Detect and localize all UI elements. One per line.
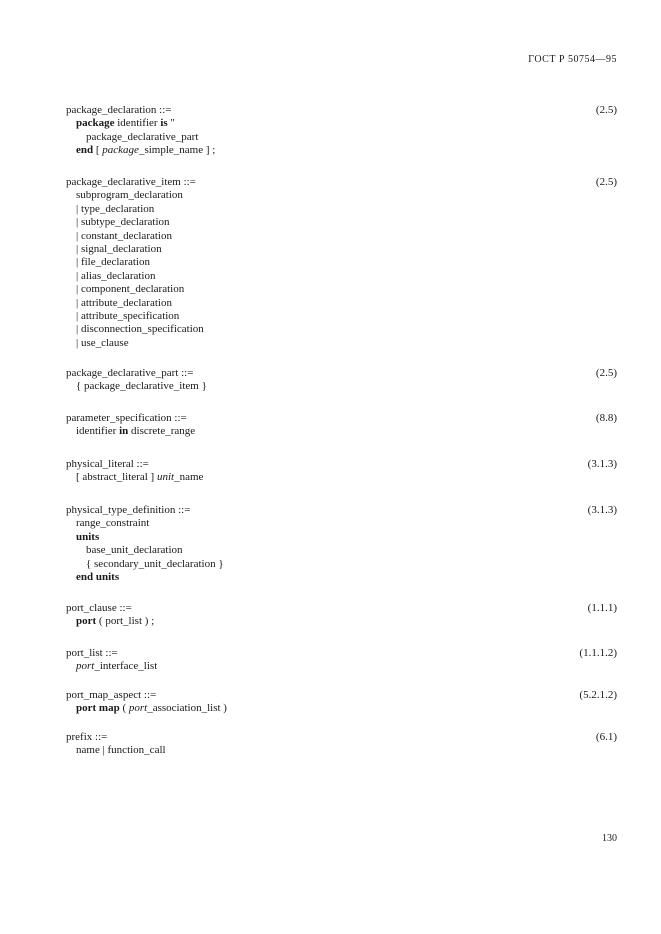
- italic-prefix: package: [102, 144, 139, 157]
- rule-head: physical_type_definition ::=: [66, 504, 191, 516]
- rule-alt: | alias_declaration: [76, 269, 156, 282]
- rule-line: package_declarative_part: [86, 130, 199, 143]
- rule-package-declaration: [66, 104, 626, 158]
- section-ref: (2.5): [595, 367, 617, 379]
- rule-alt: | subtype_declaration: [76, 216, 170, 229]
- rule-head: port_list ::=: [66, 647, 118, 659]
- rule-head: package_declarative_part ::=: [66, 367, 194, 379]
- rule-line: name | function_call: [76, 744, 166, 757]
- rule-line: [66, 471, 626, 484]
- rule-physical-literal: [66, 458, 626, 485]
- rule-port-list: [66, 647, 626, 674]
- rule-package-declarative-item: [66, 176, 626, 350]
- text: (: [119, 702, 129, 715]
- rule-alt: | type_declaration: [76, 202, 155, 215]
- rule-alt: | disconnection_specification: [76, 323, 204, 336]
- keyword: end units: [76, 570, 120, 583]
- rule-alt: | file_declaration: [76, 256, 150, 269]
- rule-alt: | use_clause: [76, 336, 129, 349]
- text: _simple_name ] ;: [138, 144, 216, 157]
- section-ref: (1.1.1): [587, 602, 617, 614]
- text: discrete_range: [128, 425, 196, 438]
- rule-parameter-specification: [66, 412, 626, 439]
- text: _name: [174, 471, 204, 484]
- rule-line: { secondary_unit_declaration }: [86, 557, 224, 570]
- rule-package-declarative-part: [66, 367, 626, 394]
- keyword: port: [76, 615, 97, 628]
- section-ref: (5.2.1.2): [579, 689, 617, 701]
- section-ref: (2.5): [595, 176, 617, 188]
- rule-line: { package_declarative_item }: [76, 380, 207, 393]
- text: identifier: [114, 117, 161, 130]
- rule-head: parameter_specification ::=: [66, 412, 187, 424]
- rule-alt: | attribute_specification: [76, 309, 180, 322]
- rule-alt: | constant_declaration: [76, 229, 172, 242]
- rule-head: prefix ::=: [66, 731, 108, 743]
- text: _association_list ): [147, 702, 227, 715]
- rule-line: base_unit_declaration: [86, 544, 183, 557]
- italic-prefix: port: [76, 660, 95, 673]
- text: [ abstract_literal ]: [76, 471, 157, 484]
- rule-alt: | signal_declaration: [76, 242, 162, 255]
- rule-line: [66, 660, 626, 673]
- text: ( port_list ) ;: [96, 615, 155, 628]
- rule-line: range_constraint: [76, 517, 150, 530]
- rule-line: [66, 615, 626, 628]
- rule-head: package_declaration ::=: [66, 104, 172, 116]
- rule-head: port_clause ::=: [66, 602, 132, 614]
- italic-prefix: unit: [156, 471, 175, 484]
- section-ref: (3.1.3): [587, 458, 617, 470]
- standard-code: ГОСТ Р 50754—95: [528, 54, 617, 65]
- rule-line: [66, 702, 626, 715]
- rule-alt: | attribute_declaration: [76, 296, 172, 309]
- keyword: is: [160, 117, 168, 130]
- keyword: port map: [76, 702, 120, 715]
- page-number: 130: [602, 833, 617, 844]
- rule-head: package_declarative_item ::=: [66, 176, 196, 188]
- rule-prefix: [66, 731, 626, 758]
- rule-line: [66, 117, 626, 130]
- rule-physical-type-definition: [66, 504, 626, 584]
- rule-head: port_map_aspect ::=: [66, 689, 157, 701]
- section-ref: (8.8): [595, 412, 617, 424]
- section-ref: (1.1.1.2): [579, 647, 617, 659]
- keyword: end: [76, 144, 94, 157]
- section-ref: (3.1.3): [587, 504, 617, 516]
- rule-line: [66, 144, 626, 157]
- rule-line: [66, 425, 626, 438]
- rule-head: physical_literal ::=: [66, 458, 149, 470]
- keyword: units: [76, 530, 100, 543]
- section-ref: (2.5): [595, 104, 617, 116]
- text: [: [93, 144, 103, 157]
- text: ": [167, 117, 175, 130]
- keyword: in: [119, 425, 129, 438]
- rule-port-map-aspect: [66, 689, 626, 716]
- keyword: package: [76, 117, 115, 130]
- section-ref: (6.1): [595, 731, 617, 743]
- rule-alt: | component_declaration: [76, 283, 185, 296]
- rule-port-clause: [66, 602, 626, 629]
- italic-prefix: port: [128, 702, 148, 715]
- rule-alt: subprogram_declaration: [76, 189, 183, 202]
- text: identifier: [76, 425, 120, 438]
- text: _interface_list: [94, 660, 158, 673]
